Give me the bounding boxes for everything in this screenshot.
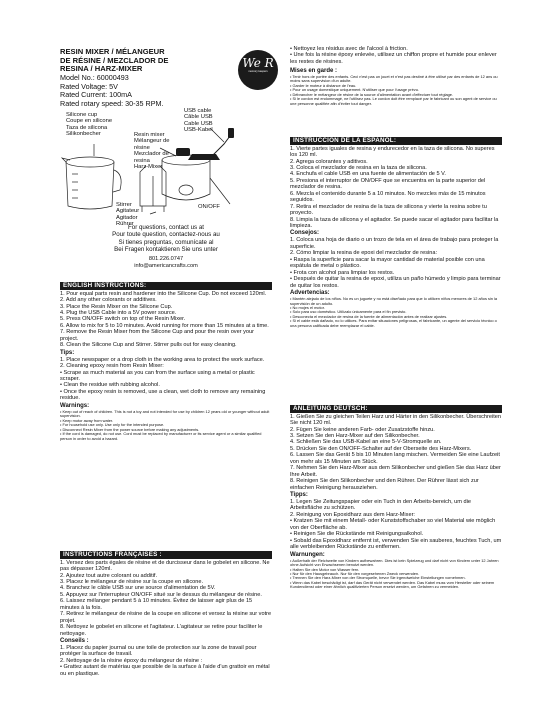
warning: • Si el cable está dañado, no lo utilices. Para evitar situaciones peligrosas, el fabricante, un agente del servicio técnico o una persona calificada debe reemplazar el cable.: [290, 318, 497, 328]
french-warnings-block: [290, 67, 502, 106]
step: 5. Appuyez sur l'interrupteur ON/OFF situé sur le dessus du mélangeur de résine.: [60, 591, 262, 598]
french-section: [60, 551, 272, 677]
tip: 1. Legen Sie Zeitungspapier oder ein Tuch in den Arbeits-bereich, um die Arbeitsfläche zu schützen.: [290, 499, 471, 512]
tip: • Grattez autant de matériau que possible de la surface à l'aide d'un grattoir en métal ou en plastique.: [60, 664, 270, 677]
step: 8. Reinigen Sie den Silikonbecher und den Rührer. Der Rührer lässt sich zur einfachen Reinigung herausziehen.: [290, 478, 479, 491]
contact-block: [60, 224, 272, 270]
warning: • Si le cordon est endommagé, ne l'utilisez pas. Le cordon doit être remplacé par le fabricant ou son agent de service ou une personne qualifiée afin d'éviter tout danger.: [290, 96, 497, 106]
warning: • Wenn das Kabel beschädigt ist, darf das Gerät nicht verwendet werden. Das Kabel muss vom Hersteller oder seinem Kundendienst oder einer ähnlich qualifizierten Person ersetzt werden, um Gefahren zu vermeiden.: [290, 579, 495, 590]
warning: • Mantén alejado de los niños. No es un juguete y no está diseñado para que lo utilicen niños menores de 12 años sin la supervisión de un adulto.: [290, 296, 498, 306]
step: 5. Press ON/OFF switch on top of the Resin Mixer.: [60, 316, 186, 323]
step: 1. Gießen Sie zu gleichen Teilen Harz und Härter in den Silikonbecher. Überschreiten Sie nicht 120 ml.: [290, 413, 502, 427]
step: 1. Vierte partes iguales de resina y endurecedor en la taza de silicona. No superes los 120 ml.: [290, 145, 495, 159]
warnings-heading: Advertencias:: [290, 290, 330, 297]
label-stirrer: Stirrer Agitateur Agitador Rührer: [116, 202, 140, 228]
spanish-steps: [290, 146, 502, 230]
german-steps: [290, 414, 502, 491]
warnings-heading: Warnungen:: [290, 551, 325, 558]
tip: • Kratzen Sie mit einem Metall- oder Kunststoffschaber so viel Material wie möglich von der Oberfläche ab.: [290, 518, 496, 531]
english-warnings: [60, 410, 272, 441]
french-warnings: [290, 75, 502, 106]
french-steps: [60, 560, 272, 637]
step: 4. Enchufa el cable USB en una fuente de alimentación de 5 V.: [290, 171, 446, 178]
product-title: RESIN MIXER / MÉLANGEUR DE RÉSINE / MEZCLADOR DE RESINA / HARZ-MIXER: [60, 47, 169, 74]
step: 7. Nehmen Sie den Harz-Mixer aus dem Silikonbecher und gießen Sie das Harz über Ihre Arbeit.: [290, 465, 501, 478]
label-resin-mixer: Resin mixer Mélangeur de résine Mezclador de resina Harz-Mixer: [134, 132, 170, 171]
english-section: [60, 282, 272, 441]
section-heading: ANLEITUNG DEUTSCH:: [290, 405, 502, 413]
tip: 2. Nettoyage de la résine époxy du mélangeur de résine :: [60, 657, 203, 664]
warning: • Keep motor away from water.: [60, 417, 114, 423]
step: 4. Schließen Sie das USB-Kabel an eine 5-V-Stromquelle an.: [290, 439, 442, 446]
spanish-tips: [290, 237, 502, 289]
step: 5. Presiona el interruptor de ON/OFF que se encuentra en la parte superior del mezclador de resina.: [290, 177, 486, 191]
contact-line: For questions, contact us at: [127, 224, 204, 231]
step: 2. Add any other colorants or additives.: [60, 297, 157, 304]
step: 3. Setzen Sie den Harz-Mixer auf den Silikonbecher.: [290, 432, 420, 439]
tips-heading: Tips:: [60, 349, 75, 356]
step: 2. Agrega colorantes y aditivos.: [290, 158, 368, 165]
tip: 1. Place newspaper or a drop cloth in the working area to protect the work surface.: [60, 356, 265, 363]
warning: • If the cord is damaged, do not use. Cord must be replaced by manufacturer or its service agent or a similar qualified person in order to avoid a hazard.: [60, 431, 262, 441]
step: 7. Remove the Resin Mixer from the Silicone Cup and pour the resin over your project.: [60, 329, 255, 342]
spec-voltage: Rated Voltage: 5V: [60, 81, 118, 91]
step: 2. Fügen Sie keine anderen Farb- oder Zusatzstoffe hinzu.: [290, 426, 435, 433]
contact-line: Bei Fragen kontaktieren Sie uns unter: [114, 246, 218, 254]
warning: • Nur für den Hausgebrauch. Nur für den vorgesehenen Zweck verwenden.: [290, 571, 420, 577]
tip: • Después de quitar la resina de epoxi, utiliza un paño húmedo y limpio para terminar de quitar los restos.: [290, 276, 501, 289]
warning: • Trennen Sie den Harz-Mixer von der Stromquelle, bevor Sie irgendwelche Einstellungen vornehmen.: [290, 575, 466, 581]
warning: • Außerhalb der Reichweite von Kindern aufbewahren. Dies ist kein Spielzeug und darf nicht von Kindern unter 12 Jahren ohne Aufsicht von Erwachsenen benutzt werden.: [290, 557, 499, 568]
spec-model: Model No.: 60000493: [60, 73, 129, 82]
product-specs: [60, 74, 230, 108]
warning: • Desconecta el mezclador de resina de la fuente de alimentación antes de realizar ajustes.: [290, 313, 448, 319]
section-heading: INSTRUCCIÓN DE LA ESPAÑOL:: [290, 137, 502, 145]
step: 8. Clean the Silicone Cup and Stirrer. Stirrer pulls out for easy cleaning.: [60, 342, 237, 349]
tip: • Reinigen Sie die Rückstände mit Reinigungsalkohol.: [290, 531, 424, 538]
german-section: [290, 405, 502, 590]
tips-heading: Tipps:: [290, 492, 308, 499]
tip: • Une fois la résine époxy enlevée, utilisez un chiffon propre et humide pour enlever les restes de résines.: [290, 52, 497, 65]
tip: 2. Cómo limpiar la resina de epoxi del mezclador de resina:: [290, 250, 438, 257]
tips-heading: Consejos:: [290, 230, 320, 237]
english-tips: [60, 357, 272, 402]
tip: • Once the epoxy resin is removed, use a clean, wet cloth to remove any remaining residue.: [60, 388, 266, 402]
step: 8. Limpia la taza de silicona y el agitador. Se puede sacar el agitador para facilitar la limpieza.: [290, 216, 499, 230]
tips-heading: Conseils :: [60, 638, 89, 645]
french-tips-part1: [60, 645, 272, 677]
warnings-heading: Warnings:: [60, 402, 90, 409]
tip: 2. Reinigung von Epoxidharz aus dem Harz-Mixer:: [290, 511, 415, 518]
warning: • Pour un usage domestique uniquement. N'utiliser que pour l'usage prévu.: [290, 87, 419, 93]
step: 4. Plug the USB Cable into a 5V power source.: [60, 309, 177, 316]
warning: • Halten Sie den Motor von Wasser fern.: [290, 566, 360, 572]
logo-mark: We R: [242, 56, 274, 70]
step: 7. Retirez le mélangeur de résine de la coupe en silicone et versez la résine sur votre projet.: [60, 611, 272, 624]
section-heading: INSTRUCTIONS FRANÇAISES :: [60, 551, 272, 559]
step: 1. Pour equal parts resin and hardener into the Silicone Cup. Do not exceed 120ml.: [60, 290, 267, 297]
warning: • Keep out of reach of children. This is not a toy and not intended for use by children 12 years old or younger without adult supervision.: [60, 408, 270, 419]
contact-phone: 801.226.0747: [148, 255, 184, 262]
contact-line: Si tienes preguntas, comunícate al: [118, 238, 214, 246]
warnings-heading: Mises en garde :: [290, 68, 338, 74]
step: 3. Place the Resin Mixer on the Silicone Cup.: [60, 303, 173, 310]
tip: • Scrape as much material as you can from the surface using a metal or plastic scraper.: [60, 369, 255, 383]
step: 8. Nettoyez le gobelet en silicone et l'agitateur. L'agitateur se retire pour faciliter le nettoyage.: [60, 624, 263, 637]
spanish-section: [290, 137, 502, 328]
label-usb-cable: USB cable Câble USB Cable USB USB-Kabel: [184, 108, 213, 134]
warning: • Solo para uso doméstico. Utilízalo únicamente para el fin previsto.: [290, 309, 407, 315]
spec-current: Rated Current: 100mA: [60, 90, 132, 100]
tip: 1. Placez du papier journal ou une toile de protection sur la zone de travail pour protéger la surface de travail.: [60, 645, 257, 658]
tip: • Clean the residue with rubbing alcohol.: [60, 382, 160, 389]
step: 5. Drücken Sie den ON/OFF-Schalter auf der Oberseite des Harz-Mixers.: [290, 445, 472, 452]
step: 7. Retira el mezclador de resina de la taza de silicona y vierte la resina sobre tu proyecto.: [290, 203, 487, 217]
step: 4. Branchez le câble USB sur une source d'alimentation de 5V.: [60, 585, 216, 592]
section-heading: ENGLISH INSTRUCTIONS:: [60, 282, 272, 290]
german-tips: [290, 499, 502, 551]
tip: • Frota con alcohol para limpiar los restos.: [290, 269, 395, 276]
french-tips-part2: [290, 46, 502, 65]
step: 3. Placez le mélangeur de résine sur la coupe en silicone.: [60, 578, 204, 585]
step: 6. Allow to mix for 5 to 10 minutes. Avoid running for more than 15 minutes at a time.: [60, 322, 269, 329]
tip: 1. Coloca una hoja de diario o un trozo de tela en el área de trabajo para proteger la superficie.: [290, 237, 499, 250]
step: 6. Laissez mélanger pendant 5 à 10 minutes. Évitez de laisser agir plus de 15 minutes à la fois.: [60, 598, 253, 611]
spanish-warnings: [290, 297, 502, 328]
english-steps: [60, 291, 272, 349]
step: 2. Ajoutez tout autre colorant ou additif.: [60, 572, 158, 579]
warning: • No mojes el motor.: [290, 305, 325, 311]
step: 3. Coloca el mezclador de resina en la taza de silicona.: [290, 164, 427, 171]
tip: • Sobald das Epoxidharz entfernt ist, verwenden Sie ein sauberes, feuchtes Tuch, um alle verbleibenden Rückstände zu entfernen.: [290, 537, 502, 551]
step: 6. Mezcla el contenido durante 5 a 10 minutos. No mezcles más de 15 minutos seguidos.: [290, 190, 486, 204]
warning: • Débrancher le mélangeur de résine de la source d'alimentation avant d'effectuer tout réglage.: [290, 91, 454, 97]
warning: • Garder le moteur à distance de l'eau.: [290, 82, 357, 88]
warning: • Disconnect Resin Mixer from the power source before making any adjustments.: [60, 426, 200, 432]
contact-email: info@americancrafts.com: [134, 263, 198, 270]
label-on-off: ON/OFF: [198, 204, 220, 210]
brand-logo: [238, 50, 278, 90]
step: 1. Versez des parts égales de résine et de durcisseur dans le gobelet en silicone. Ne pas dépasser 120ml.: [60, 559, 270, 573]
spec-speed: Rated rotary speed: 30-35 RPM.: [60, 98, 164, 108]
tip: • Nettoyez les résidus avec de l'alcool à friction.: [290, 46, 408, 52]
label-silicone-cup: Silicone cup Coupe en silicone Taza de silicona Silikonbecher: [66, 112, 113, 138]
step: 6. Lassen Sie das Gerät 5 bis 10 Minuten lang mischen. Vermeiden Sie eine Laufzeit von mehr als 15 Minuten am Stück.: [290, 452, 500, 465]
german-warnings: [290, 559, 502, 590]
warning: • For household use only. Use only for the intended purpose.: [60, 422, 165, 428]
warning: • Tenir hors de portée des enfants. Ceci n'est pas un jouet et n'est pas destiné à être utilisé par des enfants de 12 ans ou moins sans supervision d'un adulte.: [290, 74, 498, 84]
logo-subtext: memory keepers: [248, 70, 268, 73]
tip: 2. Cleaning epoxy resin from Resin Mixer:: [60, 363, 164, 370]
tip: • Raspa la superficie para sacar la mayor cantidad de material posible con una espátula de metal o plástico.: [290, 256, 485, 270]
contact-line: Pour toute question, contactez-nous au: [112, 231, 220, 239]
